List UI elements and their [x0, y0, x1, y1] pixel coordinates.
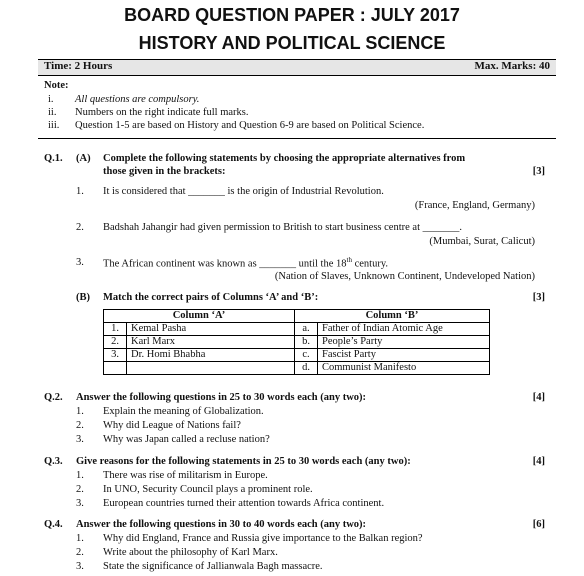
- item-text: Why did League of Nations fail?: [103, 420, 241, 431]
- item-text-part: The African continent was known as _______ until the 18: [103, 258, 347, 270]
- item-number: 2.: [76, 420, 84, 431]
- item-text: Why did England, France and Russia give importance to the Balkan region?: [103, 533, 423, 544]
- table-row: [104, 349, 490, 362]
- marks: [4]: [532, 392, 545, 403]
- item-options: (Nation of Slaves, Unknown Continent, Undeveloped Nation): [274, 271, 535, 282]
- item-number: 1.: [76, 470, 84, 481]
- table-row: [104, 323, 490, 336]
- table-row: [104, 336, 490, 349]
- item-text: Badshah Jahangir had given permission to British to start business centre at _______.: [103, 222, 462, 233]
- item-number: 1.: [76, 406, 84, 417]
- question-text: Give reasons for the following statements in 25 to 30 words each (any two):: [76, 456, 411, 467]
- note-num: ii.: [48, 107, 57, 118]
- question-text: Complete the following statements by choosing the appropriate alternatives from: [103, 153, 466, 164]
- question-number: Q.3.: [44, 456, 63, 467]
- marks: [4]: [532, 456, 545, 467]
- note-num: i.: [48, 94, 54, 105]
- table-header-row: [104, 310, 490, 323]
- cell: c.: [295, 349, 318, 362]
- item-number: 3.: [76, 561, 84, 572]
- item-number: 1.: [76, 533, 84, 544]
- cell: 3.: [104, 349, 127, 362]
- time-marks-bar: [38, 59, 556, 76]
- max-marks-label: Max. Marks: 40: [474, 60, 550, 72]
- cell: 2.: [104, 336, 127, 349]
- question-text: Match the correct pairs of Columns ‘A’ and ‘B’:: [103, 292, 319, 303]
- cell: Karl Marx: [127, 336, 295, 349]
- cell: 1.: [104, 323, 127, 336]
- question-text: Answer the following questions in 25 to 30 words each (any two):: [76, 392, 367, 403]
- cell: Dr. Homi Bhabha: [127, 349, 295, 362]
- item-text: European countries turned their attention towards Africa continent.: [103, 498, 385, 509]
- note-heading: Note:: [44, 80, 69, 91]
- item-number: 3.: [76, 257, 84, 268]
- cell: [127, 362, 295, 375]
- cell: d.: [295, 362, 318, 375]
- item-options: (Mumbai, Surat, Calicut): [429, 236, 535, 247]
- item-text: [103, 256, 388, 271]
- item-text: Why was Japan called a recluse nation?: [103, 434, 270, 445]
- note-text: Question 1-5 are based on History and Question 6-9 are based on Political Science.: [75, 120, 425, 131]
- note-num: iii.: [48, 120, 60, 131]
- paper-title: BOARD QUESTION PAPER : JULY 2017: [124, 5, 460, 25]
- match-table: [103, 309, 490, 375]
- question-number: Q.1.: [44, 153, 63, 164]
- item-number: 2.: [76, 484, 84, 495]
- subject-title: HISTORY AND POLITICAL SCIENCE: [138, 33, 446, 53]
- item-number: 2.: [76, 547, 84, 558]
- item-text: Write about the philosophy of Karl Marx.: [103, 547, 278, 558]
- cell: [104, 362, 127, 375]
- item-text: In UNO, Security Council plays a prominent role.: [103, 484, 313, 495]
- superscript: th: [346, 256, 352, 264]
- column-a-header: Column ‘A’: [104, 310, 295, 323]
- marks: [3]: [532, 292, 545, 303]
- part-label: (B): [76, 292, 90, 303]
- time-label: Time: 2 Hours: [44, 60, 113, 72]
- item-text: It is considered that _______ is the origin of Industrial Revolution.: [103, 186, 384, 197]
- note-text: All questions are compulsory.: [75, 94, 200, 105]
- item-text-part: century.: [351, 258, 389, 270]
- item-number: 1.: [76, 186, 84, 197]
- cell: Communist Manifesto: [318, 362, 490, 375]
- table-row: [104, 362, 490, 375]
- note-text: Numbers on the right indicate full marks.: [75, 107, 249, 118]
- question-text: those given in the brackets:: [103, 166, 226, 177]
- divider: [38, 138, 556, 139]
- item-text: State the significance of Jallianwala Bagh massacre.: [103, 561, 323, 572]
- question-number: Q.4.: [44, 519, 63, 530]
- cell: Father of Indian Atomic Age: [318, 323, 490, 336]
- part-label: (A): [76, 153, 91, 164]
- item-text: Explain the meaning of Globalization.: [103, 406, 264, 417]
- item-number: 3.: [76, 434, 84, 445]
- marks: [3]: [532, 166, 545, 177]
- cell: b.: [295, 336, 318, 349]
- cell: Kemal Pasha: [127, 323, 295, 336]
- item-text: There was rise of militarism in Europe.: [103, 470, 268, 481]
- column-b-header: Column ‘B’: [295, 310, 490, 323]
- question-number: Q.2.: [44, 392, 63, 403]
- cell: Fascist Party: [318, 349, 490, 362]
- item-number: 2.: [76, 222, 84, 233]
- item-options: (France, England, Germany): [414, 200, 535, 211]
- question-text: Answer the following questions in 30 to 40 words each (any two):: [76, 519, 367, 530]
- marks: [6]: [532, 519, 545, 530]
- item-number: 3.: [76, 498, 84, 509]
- cell: People’s Party: [318, 336, 490, 349]
- cell: a.: [295, 323, 318, 336]
